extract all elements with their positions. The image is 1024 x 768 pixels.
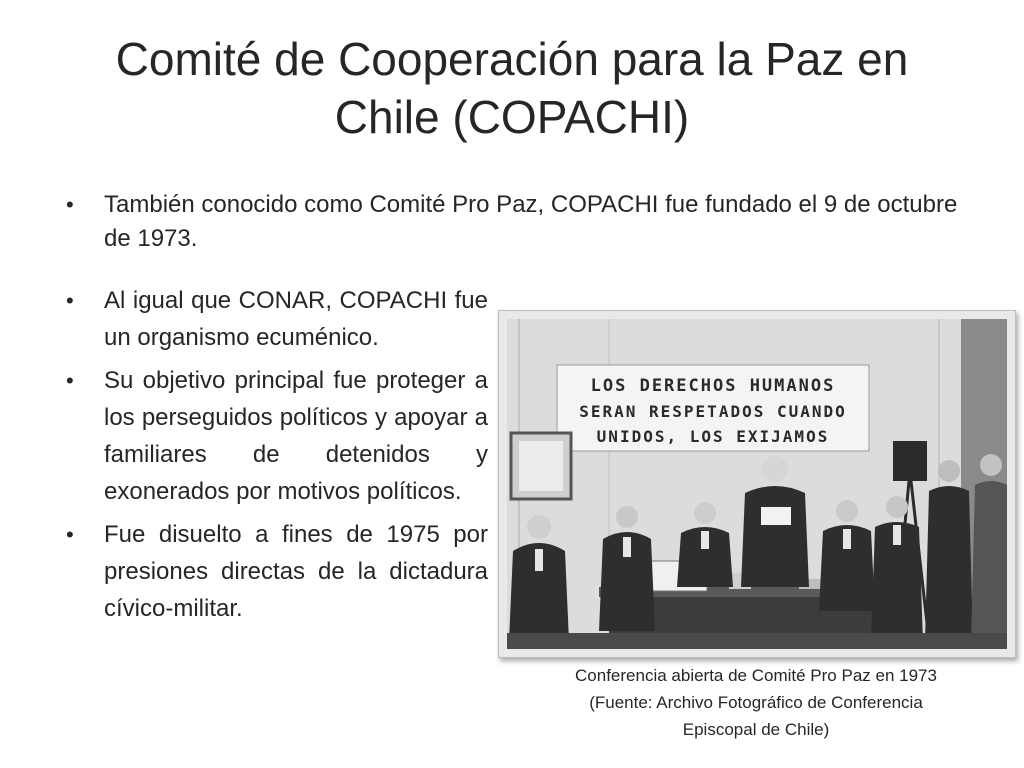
banner-line-2: SERAN RESPETADOS CUANDO <box>579 402 847 421</box>
title-line-2: Chile (COPACHI) <box>334 91 690 143</box>
banner-line-1: LOS DERECHOS HUMANOS <box>590 376 836 396</box>
bullet-item-ecumenical <box>66 282 488 356</box>
bullet-list <box>66 282 488 633</box>
caption-line-1: Conferencia abierta de Comité Pro Paz en 1973 <box>575 666 937 685</box>
bullet-item-text: Al igual que CONAR, COPACHI fue un organismo ecuménico. <box>104 287 488 351</box>
caption-line-3: Episcopal de Chile) <box>682 720 830 739</box>
bullet-item-text: Su objetivo principal fue proteger a los perseguidos políticos y apoyar a familiares de detenidos y exonerados por motivos políticos. <box>104 367 488 505</box>
title-line-1: Comité de Cooperación para la Paz en <box>115 33 909 85</box>
caption-line-2: (Fuente: Archivo Fotográfico de Conferencia <box>589 693 923 712</box>
slide-title <box>40 30 984 146</box>
bullet-dot: • <box>66 522 74 547</box>
bullet-dot: • <box>66 368 74 393</box>
photo-caption <box>500 662 1012 743</box>
historical-photo <box>498 310 1016 658</box>
bullet-dot: • <box>66 288 74 313</box>
bullet-founding-text: También conocido como Comité Pro Paz, COPACHI fue fundado el 9 de octubre de 1973. <box>104 191 958 252</box>
bullet-founding <box>66 188 966 256</box>
bullet-item-text: Fue disuelto a fines de 1975 por presiones directas de la dictadura cívico-militar. <box>104 521 488 622</box>
bullet-dot: • <box>66 192 74 217</box>
bullet-item-dissolved <box>66 516 488 627</box>
banner-line-3: UNIDOS, LOS EXIJAMOS <box>596 427 830 446</box>
photo-illustration <box>499 311 1015 657</box>
bullet-item-objective <box>66 362 488 510</box>
